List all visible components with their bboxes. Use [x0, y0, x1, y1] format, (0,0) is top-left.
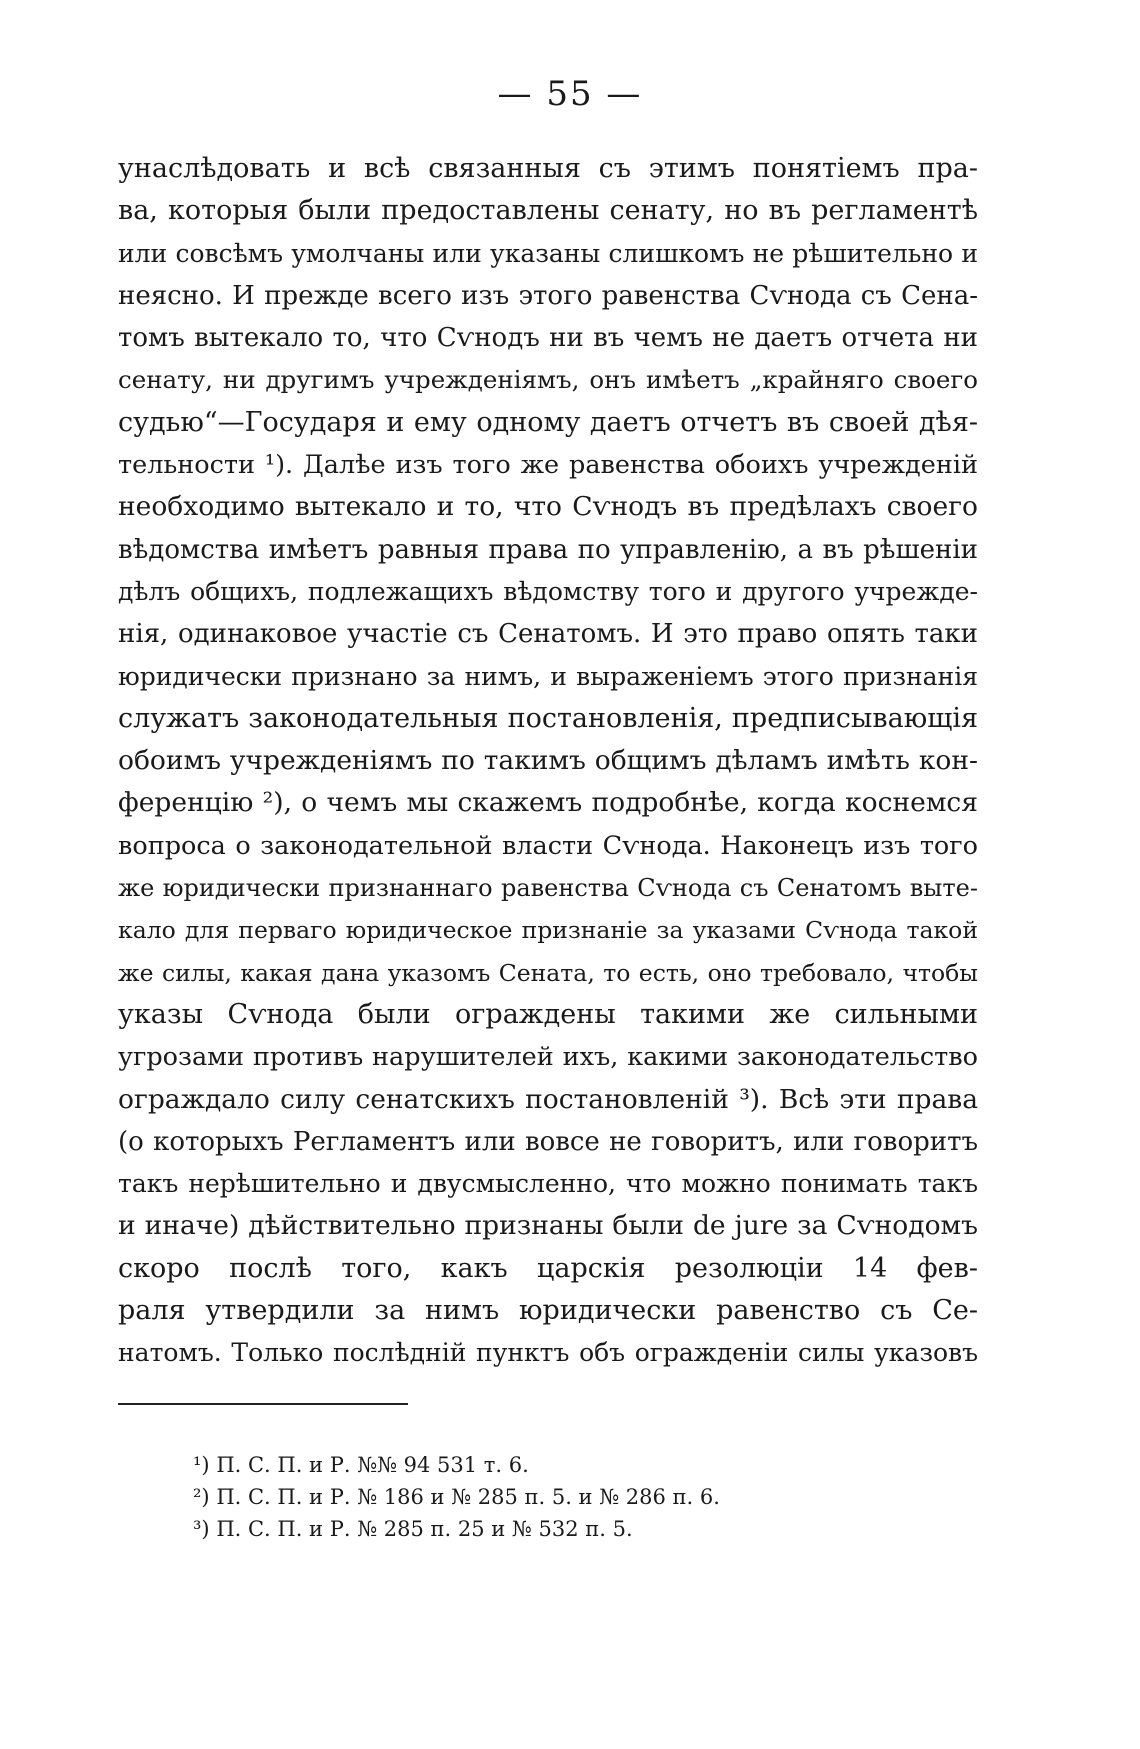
footnote	[193, 1481, 813, 1513]
text-line: вѣдомства имѣетъ равныя права по управленію, а въ рѣшеніи	[118, 534, 978, 565]
text-line: неясно. И прежде всего изъ этого равенства Сѵнода съ Сена-	[118, 280, 978, 311]
text-line: (о которыхъ Регламентъ или вовсе не говоритъ, или говоритъ	[118, 1126, 978, 1157]
text-line: же силы, какая дана указомъ Сената, то есть, оно требовало, чтобы	[118, 958, 978, 987]
text-line: судью“—Государя и ему одному даетъ отчетъ въ своей дѣя-	[118, 406, 978, 438]
footnote-text: П. С. П. и Р. № 285 п. 25 и № 532 п. 5.	[216, 1517, 633, 1541]
text-line: указы Сѵнода были ограждены такими же сильными	[118, 998, 978, 1030]
footnote-text: П. С. П. и Р. №№ 94 531 т. 6.	[216, 1453, 529, 1477]
text-line: необходимо вытекало и то, что Сѵнодъ въ предѣлахъ своего	[118, 491, 978, 523]
text-line: и иначе) дѣйствительно признаны были de jure за Сѵнодомъ	[118, 1210, 978, 1242]
footnote	[193, 1449, 813, 1481]
text-line: служатъ законодательныя постановленія, предписывающія	[118, 702, 978, 734]
text-line: угрозами противъ нарушителей ихъ, какими законодательство	[118, 1042, 978, 1073]
footnotes	[193, 1449, 813, 1545]
text-line: раля утвердили за нимъ юридически равенство съ Се-	[118, 1295, 978, 1327]
text-line: сенату, ни другимъ учрежденіямъ, онъ имѣетъ „крайняго своего	[118, 365, 978, 395]
footnote	[193, 1513, 813, 1545]
text-line: юридически признано за нимъ, и выраженіемъ этого признанія	[118, 661, 978, 691]
text-line: вопроса о законодательной власти Сѵнода. Наконецъ изъ того	[118, 830, 978, 861]
text-line: же юридически признаннаго равенства Сѵнода съ Сенатомъ выте-	[118, 874, 978, 903]
page-number: — 55 —	[497, 74, 643, 114]
text-line: дѣлъ общихъ, подлежащихъ вѣдомству того и другого учрежде-	[118, 576, 978, 606]
text-line: тельности ¹). Далѣе изъ того же равенства обоихъ учрежденій	[118, 450, 978, 481]
text-line: томъ вытекало то, что Сѵнодъ ни въ чемъ не даетъ отчета ни	[118, 323, 978, 354]
text-line: ференцію ²), о чемъ мы скажемъ подробнѣе, когда коснемся	[118, 787, 978, 819]
text-line: обоимъ учрежденіямъ по такимъ общимъ дѣламъ имѣть кон-	[118, 745, 978, 777]
text-line: натомъ. Только послѣдній пунктъ объ огражденіи силы указовъ	[118, 1338, 978, 1368]
text-line: скоро послѣ того, какъ царскія резолюціи 14 фев-	[118, 1252, 978, 1284]
text-line: такъ нерѣшительно и двусмысленно, что можно понимать такъ	[118, 1169, 978, 1199]
text-line: унаслѣдовать и всѣ связанныя съ этимъ понятіемъ пра-	[118, 153, 978, 184]
footnote-divider	[118, 1403, 408, 1405]
text-line: или совсѣмъ умолчаны или указаны слишкомъ не рѣшительно и	[118, 238, 978, 268]
footnote-mark: ³)	[193, 1517, 210, 1541]
text-line: ограждало силу сенатскихъ постановленій ³). Всѣ эти права	[118, 1083, 978, 1115]
footnote-mark: ¹)	[193, 1453, 210, 1477]
text-line: нія, одинаковое участіе съ Сенатомъ. И это право опять таки	[118, 619, 978, 650]
main-text	[118, 148, 978, 1375]
text-line: ва, которыя были предоставлены сенату, но въ регламентѣ	[118, 195, 978, 227]
text-line: кало для перваго юридическое признаніе за указами Сѵнода такой	[118, 916, 978, 945]
footnote-mark: ²)	[193, 1485, 210, 1509]
footnote-text: П. С. П. и Р. № 186 и № 285 п. 5. и № 286 п. 6.	[216, 1485, 720, 1509]
